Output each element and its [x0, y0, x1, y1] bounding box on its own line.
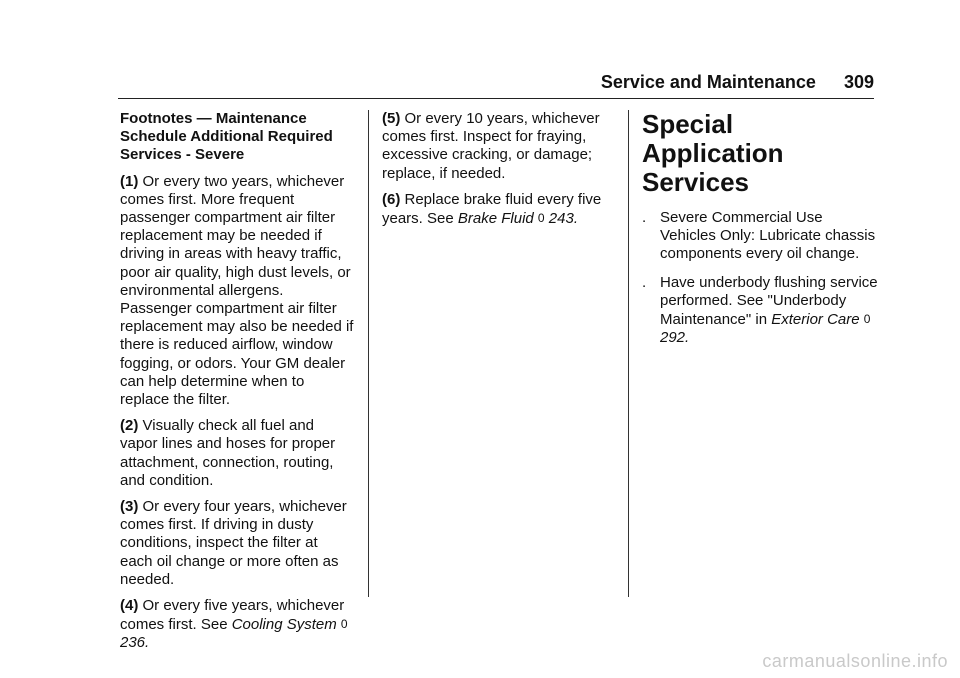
footnote-number: (6) [382, 190, 401, 208]
page-number: 309 [843, 72, 874, 92]
footnote-number: (3) [120, 498, 139, 516]
section-heading: Special Application Services [642, 109, 784, 197]
column-divider-2 [628, 110, 629, 597]
cross-reference-link[interactable]: Cooling System [231, 616, 337, 634]
cross-reference-page[interactable]: 292 [660, 329, 686, 347]
footnote-text: Replace brake fluid every five years. See [382, 190, 602, 228]
footnote-text: Or every 10 years, whichever comes first. Inspect for fraying, excessive cracking, or damage; replace, if needed. [382, 110, 600, 182]
bullet-marker: . [642, 273, 647, 291]
footnote-2 [120, 417, 354, 490]
footnote-text: Or every four years, whichever comes first. If driving in dusty conditions, inspect the filter at each oil change or more often as needed. [120, 498, 347, 588]
page-reference-arrow-icon: 0 [863, 312, 871, 327]
bullet-text: Have underbody flushing service performed. See "Underbody Maintenance" in [660, 273, 878, 329]
bullet-item-2 [642, 274, 878, 348]
sentence-end: . [573, 210, 578, 228]
footnote-text: Or every five years, whichever comes first. See [120, 597, 345, 634]
column-divider-1 [368, 110, 369, 597]
footnote-3 [120, 498, 354, 589]
bullet-content [660, 274, 878, 348]
footnotes-title: Footnotes — Maintenance Schedule Additional Required Services - Severe [120, 110, 333, 164]
page-reference-arrow-icon: 0 [537, 211, 545, 226]
footnote-text: Visually check all fuel and vapor lines and hoses for proper attachment, connection, routing, and condition. [120, 417, 336, 489]
footnote-number: (1) [120, 172, 139, 190]
cross-reference-link[interactable]: Exterior Care [771, 311, 860, 329]
page-header [601, 72, 874, 93]
section-name: Service and Maintenance [600, 72, 816, 92]
column-3 [642, 110, 878, 357]
column-2 [382, 110, 604, 236]
footnote-number: (4) [120, 597, 139, 615]
cross-reference-page[interactable]: 236 [120, 634, 146, 652]
cross-reference-page[interactable]: 243 [548, 210, 574, 228]
footnote-1 [120, 173, 354, 410]
bullet-text: Severe Commercial Use Vehicles Only: Lubricate chassis components every oil change. [660, 209, 876, 263]
footnote-number: (2) [120, 417, 139, 435]
footnote-number: (5) [382, 110, 401, 127]
footnote-text: Or every two years, whichever comes first. More frequent passenger compartment air filter replacement may be needed if driving in areas with heavy traffic, poor air quality, high dust levels, or environmental allergens. Passenger compartment air filter replacement may also be needed if there is reduced airflow, window fogging, or odors. Your GM dealer can help determine when to replace the filter. [120, 172, 354, 409]
column-1 [120, 110, 354, 661]
header-rule [118, 98, 874, 99]
sentence-end: . [685, 329, 690, 347]
page-reference-arrow-icon: 0 [340, 617, 348, 632]
bullet-item-1 [642, 209, 878, 264]
footnote-4 [120, 597, 354, 653]
footnote-5 [382, 110, 604, 183]
bullet-marker: . [642, 209, 647, 226]
cross-reference-link[interactable]: Brake Fluid [457, 210, 534, 228]
footnote-6 [382, 191, 604, 228]
sentence-end: . [145, 634, 150, 652]
watermark: carmanualsonline.info [762, 651, 948, 671]
